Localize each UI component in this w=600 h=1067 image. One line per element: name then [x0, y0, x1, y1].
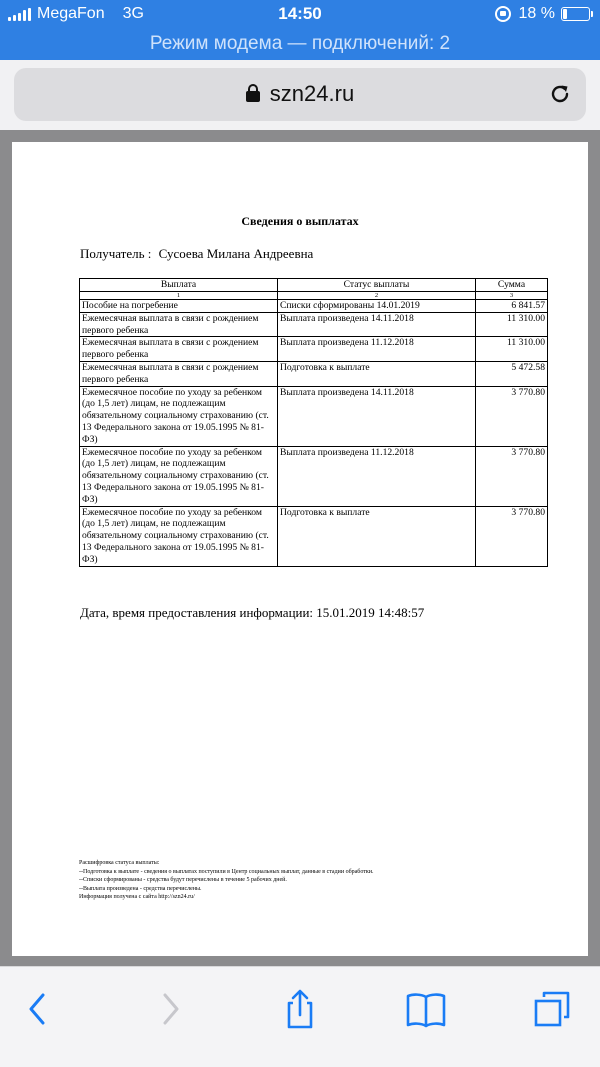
table-row — [80, 386, 548, 446]
status-cell: Выплата произведена 11.12.2018 — [278, 337, 476, 362]
url-text: szn24.ru — [269, 81, 355, 106]
orientation-lock-icon — [495, 6, 511, 22]
recipient-label: Получатель : — [80, 246, 152, 261]
lock-icon — [246, 84, 260, 102]
amount-cell: 11 310.00 — [476, 337, 548, 362]
status-cell: Выплата произведена 11.12.2018 — [278, 446, 476, 506]
table-row — [80, 312, 548, 337]
share-button[interactable] — [278, 987, 322, 1031]
payment-cell: Пособие на погребение — [80, 300, 278, 313]
url-display[interactable] — [14, 81, 586, 107]
battery-icon — [561, 7, 590, 21]
payment-cell: Ежемесячная выплата в связи с рождением первого ребенка — [80, 312, 278, 337]
status-right — [495, 5, 590, 23]
address-bar-area — [0, 60, 600, 130]
reload-icon[interactable] — [548, 82, 572, 106]
legend-line: --Выплата произведена - средства перечислены. — [79, 885, 202, 892]
column-number: 1 — [80, 292, 278, 300]
info-datetime: Дата, время предоставления информации: 15.01.2019 14:48:57 — [80, 605, 425, 620]
payment-cell: Ежемесячное пособие по уходу за ребенком (до 1,5 лет) лицам, не подлежащим обязательному социальному страхованию (ст. 13 Федерального закона от 19.05.1995 № 81-ФЗ) — [80, 446, 278, 506]
status-bar — [0, 0, 600, 30]
back-button[interactable] — [16, 987, 60, 1031]
browser-toolbar — [0, 966, 600, 1067]
column-number: 2 — [278, 292, 476, 300]
amount-cell: 5 472.58 — [476, 361, 548, 386]
status-cell: Подготовка к выплате — [278, 506, 476, 566]
hotspot-banner[interactable]: Режим модема — подключений: 2 — [0, 30, 600, 60]
recipient-name: Сусоева Милана Андреевна — [158, 246, 314, 261]
legend-line: Расшифровка статуса выплаты: — [79, 860, 160, 866]
table-row — [80, 300, 548, 313]
recipient-line — [80, 246, 313, 262]
tabs-button[interactable] — [530, 987, 574, 1031]
header-status: Статус выплаты — [278, 279, 476, 292]
payment-cell: Ежемесячная выплата в связи с рождением первого ребенка — [80, 361, 278, 386]
legend-line: --Подготовка к выплате - сведения о выплатах поступили в Центр социальных выплат, данные в стадии обработки. — [79, 868, 374, 875]
carrier-name: MegaFon — [37, 5, 105, 22]
legend-line: Информация получена с сайта http://szn24.ru/ — [79, 894, 195, 901]
amount-cell: 3 770.80 — [476, 446, 548, 506]
payments-table — [79, 278, 548, 567]
table-row — [80, 506, 548, 566]
payment-cell: Ежемесячное пособие по уходу за ребенком (до 1,5 лет) лицам, не подлежащим обязательному социальному страхованию (ст. 13 Федерального закона от 19.05.1995 № 81-ФЗ) — [80, 506, 278, 566]
document-title: Сведения о выплатах — [241, 214, 359, 228]
payment-cell: Ежемесячное пособие по уходу за ребенком (до 1,5 лет) лицам, не подлежащим обязательному социальному страхованию (ст. 13 Федерального закона от 19.05.1995 № 81-ФЗ) — [80, 386, 278, 446]
table-row — [80, 337, 548, 362]
header-payment: Выплата — [80, 279, 278, 292]
battery-percent: 18 % — [518, 5, 555, 22]
amount-cell: 3 770.80 — [476, 506, 548, 566]
amount-cell: 3 770.80 — [476, 386, 548, 446]
status-cell: Списки сформированы 14.01.2019 — [278, 300, 476, 313]
status-cell: Выплата произведена 14.11.2018 — [278, 386, 476, 446]
status-time: 14:50 — [278, 4, 322, 23]
bookmarks-button[interactable] — [404, 987, 448, 1031]
header-amount: Сумма — [476, 279, 548, 292]
address-bar[interactable] — [14, 68, 586, 121]
amount-cell: 6 841.57 — [476, 300, 548, 313]
status-legend — [79, 859, 374, 902]
legend-line: --Списки сформированы - средства будут перечислены в течение 5 рабочих дней. — [79, 877, 287, 884]
payment-cell: Ежемесячная выплата в связи с рождением первого ребенка — [80, 337, 278, 362]
status-cell: Выплата произведена 14.11.2018 — [278, 312, 476, 337]
document-page — [12, 142, 588, 956]
table-row — [80, 361, 548, 386]
table-row — [80, 446, 548, 506]
column-number: 3 — [476, 292, 548, 300]
status-cell: Подготовка к выплате — [278, 361, 476, 386]
forward-button[interactable] — [148, 987, 192, 1031]
network-type: 3G — [122, 5, 144, 22]
amount-cell: 11 310.00 — [476, 312, 548, 337]
